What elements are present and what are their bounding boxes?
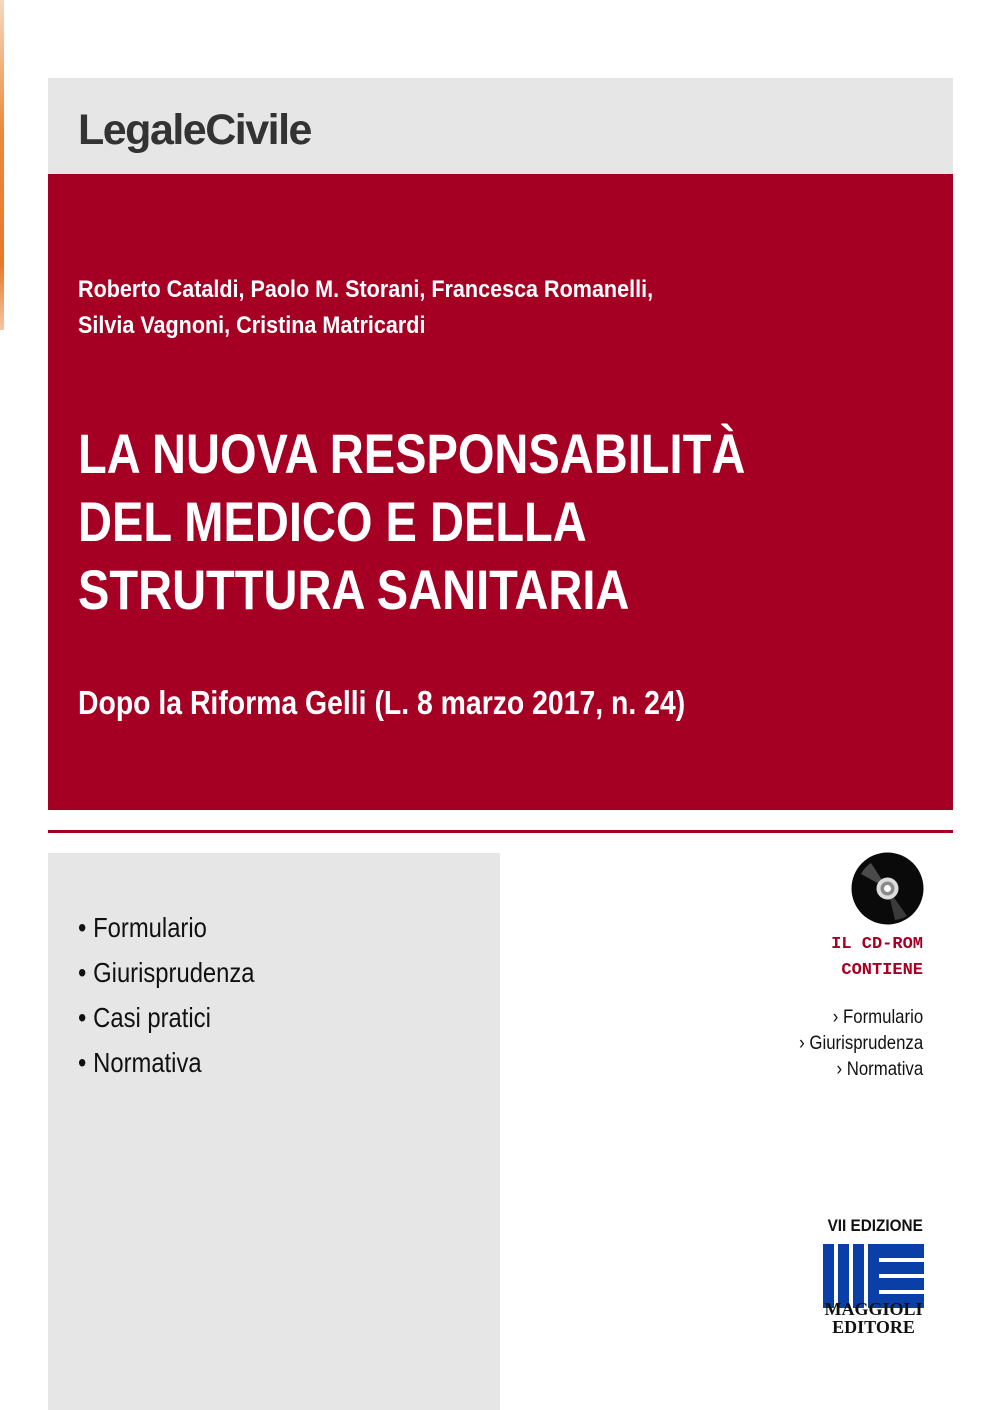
bullet-icon: •	[78, 1047, 87, 1078]
feature-item: • Formulario	[78, 905, 255, 950]
authors-line-1: Roberto Cataldi, Paolo M. Storani, Francesca Romanelli,	[78, 276, 654, 303]
feature-item: • Normativa	[78, 1040, 255, 1085]
cd-rom-item: › Giurisprudenza	[799, 1032, 923, 1054]
authors	[78, 272, 653, 344]
bullet-icon: •	[78, 957, 87, 988]
publisher-name: MAGGIOLI EDITORE	[824, 1299, 923, 1337]
bullet-icon: •	[78, 1002, 87, 1033]
cd-rom-icon	[851, 852, 924, 925]
cd-rom-item: › Formulario	[832, 1006, 923, 1028]
divider-line	[48, 830, 953, 833]
feature-item: • Casi pratici	[78, 995, 255, 1040]
title-line-2: DEL MEDICO E DELLA	[78, 490, 587, 553]
title-line-1: LA NUOVA RESPONSABILITÀ	[78, 422, 746, 485]
cd-rom-contents	[779, 1004, 923, 1082]
book-subtitle: Dopo la Riforma Gelli (L. 8 marzo 2017, n. 24)	[78, 684, 686, 721]
edition-label: VII EDIZIONE	[827, 1216, 923, 1235]
features-list	[78, 905, 286, 1085]
features-panel	[48, 853, 500, 1410]
cd-rom-heading: IL CD-ROM CONTIENE	[831, 935, 923, 980]
series-header	[48, 78, 953, 174]
series-name: LegaleCivile	[78, 106, 311, 154]
left-edge-accent	[0, 0, 4, 330]
cd-rom-item: › Normativa	[836, 1058, 923, 1080]
title-line-3: STRUTTURA SANITARIA	[78, 558, 630, 621]
feature-item: • Giurisprudenza	[78, 950, 255, 995]
title-panel	[48, 174, 953, 810]
authors-line-2: Silvia Vagnoni, Cristina Matricardi	[78, 312, 426, 339]
book-title	[78, 420, 745, 624]
bullet-icon: •	[78, 912, 87, 943]
